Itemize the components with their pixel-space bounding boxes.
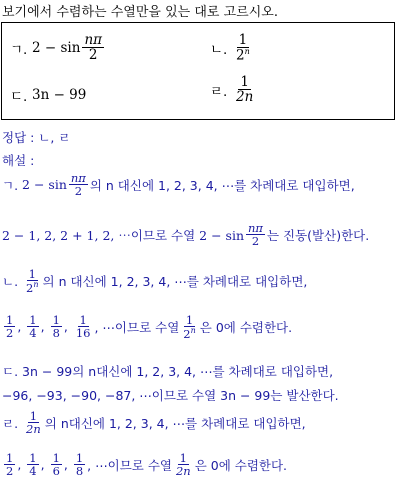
option-c-expr: 3n − 99 — [32, 87, 87, 103]
solution-a-fraction: $\frac{n\pi}{2}$ — [70, 171, 86, 199]
solution-b-fraction: $\frac{1}{2^n}$ — [26, 267, 39, 295]
solution-c-line-1: ㄷ. 3n − 99의 n대신에 1, 2, 3, 4, ⋯를 차례대로 대입하면, — [2, 364, 334, 379]
fraction-1-4b: $\frac{1}{4}$ — [29, 451, 37, 479]
solution-a-line-1: ㄱ. 2 − sin $\frac{n\pi}{2}$ 의 n 대신에 1, 2, 3, 4, ⋯를 차례대로 대입하면, — [2, 171, 355, 199]
option-b-mark: ㄴ. — [210, 41, 228, 58]
option-c — [10, 85, 86, 105]
fraction-1-16: $\frac{1}{16}$ — [75, 313, 91, 341]
solution-b2-fraction: $\frac{1}{2^n}$ — [183, 313, 196, 341]
solution-d-line-2: $\frac{1}{2}$ , $\frac{1}{4}$ , $\frac{1}{6}$ , $\frac{1}{8}$ , ⋯이므로 수열 $\frac{1}{2n}$ 은 0에 수렴한다. — [6, 451, 288, 479]
option-a-fraction: $\frac{n\pi}{2}$ — [84, 32, 103, 64]
fraction-1-4: $\frac{1}{4}$ — [29, 313, 37, 341]
option-d-mark: ㄹ. — [210, 83, 228, 100]
option-b-fraction: $\frac{1}{2^n}$ — [236, 32, 250, 64]
solution-d2-fraction: $\frac{1}{2n}$ — [175, 451, 191, 479]
option-a-prefix: 2 − sin — [32, 39, 81, 56]
solution-b-line-2: $\frac{1}{2}$ , $\frac{1}{4}$ , $\frac{1}{8}$ , $\frac{1}{16}$ , ⋯이므로 수열 $\frac{1}{2^n}$ 은 0에 수렴한다. — [6, 313, 293, 341]
fraction-1-6: $\frac{1}{6}$ — [52, 451, 60, 479]
option-b — [210, 33, 254, 63]
fraction-1-2: $\frac{1}{2}$ — [6, 313, 14, 341]
solution-a2-fraction: $\frac{n\pi}{2}$ — [248, 221, 263, 249]
problem-title: 보기에서 수렴하는 수열만을 있는 대로 고르시오. — [2, 5, 278, 20]
option-a-mark: ㄱ. — [10, 41, 28, 58]
fraction-1-2b: $\frac{1}{2}$ — [6, 451, 14, 479]
explanation-label: 해설 : — [2, 153, 35, 168]
solution-c-line-2: −96, −93, −90, −87, ⋯이므로 수열 3n − 99는 발산한다. — [2, 388, 339, 403]
option-d — [210, 75, 257, 104]
solution-d-line-1: ㄹ. $\frac{1}{2n}$ 의 n대신에 1, 2, 3, 4, ⋯를 차례대로 대입하면, — [2, 409, 306, 437]
solution-a-line-2: 2 − 1, 2, 2 + 1, 2, ⋯이므로 수열 2 − sin $\frac{n\pi}{2}$ 는 진동(발산)한다. — [2, 221, 370, 249]
answer-line — [2, 128, 70, 146]
fraction-1-8b: $\frac{1}{8}$ — [75, 451, 84, 479]
fraction-1-8: $\frac{1}{8}$ — [52, 313, 60, 341]
solution-d-fraction: $\frac{1}{2n}$ — [26, 409, 41, 437]
options-box — [1, 22, 395, 120]
option-c-mark: ㄷ. — [10, 89, 28, 105]
answer-value: ㄴ, ㄹ — [38, 130, 71, 145]
solution-b-line-1: ㄴ. $\frac{1}{2^n}$ 의 n 대신에 1, 2, 3, 4, ⋯를 차례대로 대입하면, — [2, 267, 308, 295]
answer-label: 정답 : — [2, 130, 35, 145]
option-a — [10, 33, 106, 62]
option-d-fraction: $\frac{1}{2n}$ — [236, 74, 254, 106]
